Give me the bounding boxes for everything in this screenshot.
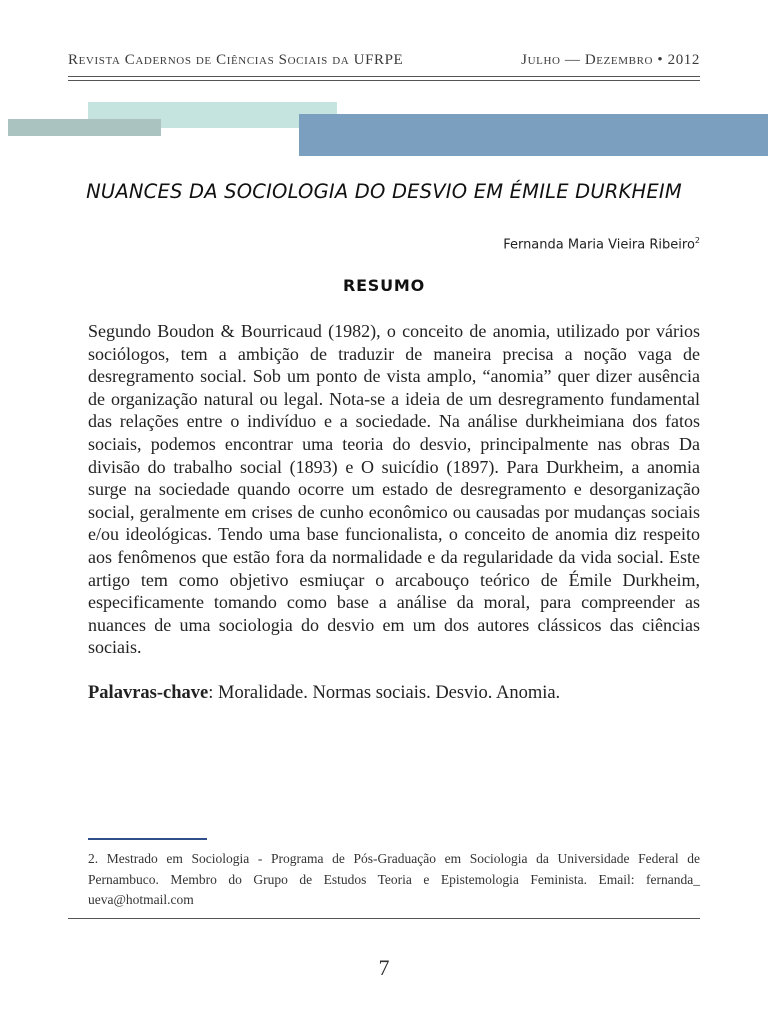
keywords-line [88,681,700,705]
keywords-label: Palavras-chave [88,683,209,703]
section-heading: RESUMO [342,276,426,295]
footnote-ref[interactable]: 2 [694,236,700,245]
header-rule-thin [68,80,700,81]
header-rule-thick [68,76,700,77]
footer-rule [68,918,700,919]
issue-date: Julho — Dezembro • 2012 [521,52,700,68]
page-number: 7 [378,955,390,980]
abstract-text: Segundo Boudon & Bourricaud (1982), o conceito de anomia, utilizado por vários sociólogos, tem a ambição de traduzir de maneira precisa a noção vaga de desregramento social. Sob um ponto de vista amplo, “anomia” quer dizer ausência de organização natural ou legal. Nota-se a ideia de um desregramento fundamental das relações entre o indivíduo e a sociedade. Na análise durkheimiana dos fatos sociais, podemos encontrar uma teoria do desvio, principalmente nas obras Da divisão do trabalho social (1893) e O suicídio (1897). Para Durkheim, a anomia surge na sociedade quando ocorre um estado de desregramento e desorganização social, geralmente em crises de cunho econômico ou causadas por mudanças sociais e/ou ideológicas. Tendo uma base funcionalista, o conceito de anomia diz respeito aos fenômenos que estão fora da normalidade e da regularidade da vida social. Este artigo tem como objetivo esmiuçar o arcabouço teórico de Émile Durkheim, especificamente tomando como base a análise da moral, para compreender as nuances de uma sociologia do desvio em um dos autores clássicos das ciências sociais. [88,321,700,658]
journal-name: Revista Cadernos de Ciências Sociais da UFRPE [68,52,404,68]
running-header [68,52,700,72]
author-line [503,236,700,252]
decorative-bar-blue [299,114,768,156]
footnote-rule [88,838,207,840]
keywords-text: : Moralidade. Normas sociais. Desvio. Anomia. [208,683,561,703]
author-name: Fernanda Maria Vieira Ribeiro [503,237,695,253]
footnote-text: 2. Mestrado em Sociologia - Programa de Pós-Graduação em Sociologia da Universidade Federal de Pernambuco. Membro do Grupo de Estudos Teoria e Epistemologia Feminista. Email: fernanda_ ueva@hotmail.com [88,851,700,907]
decorative-bar-gray [8,119,161,136]
article-title: NUANCES DA SOCIOLOGIA DO DESVIO EM ÉMILE DURKHEIM [86,180,682,203]
